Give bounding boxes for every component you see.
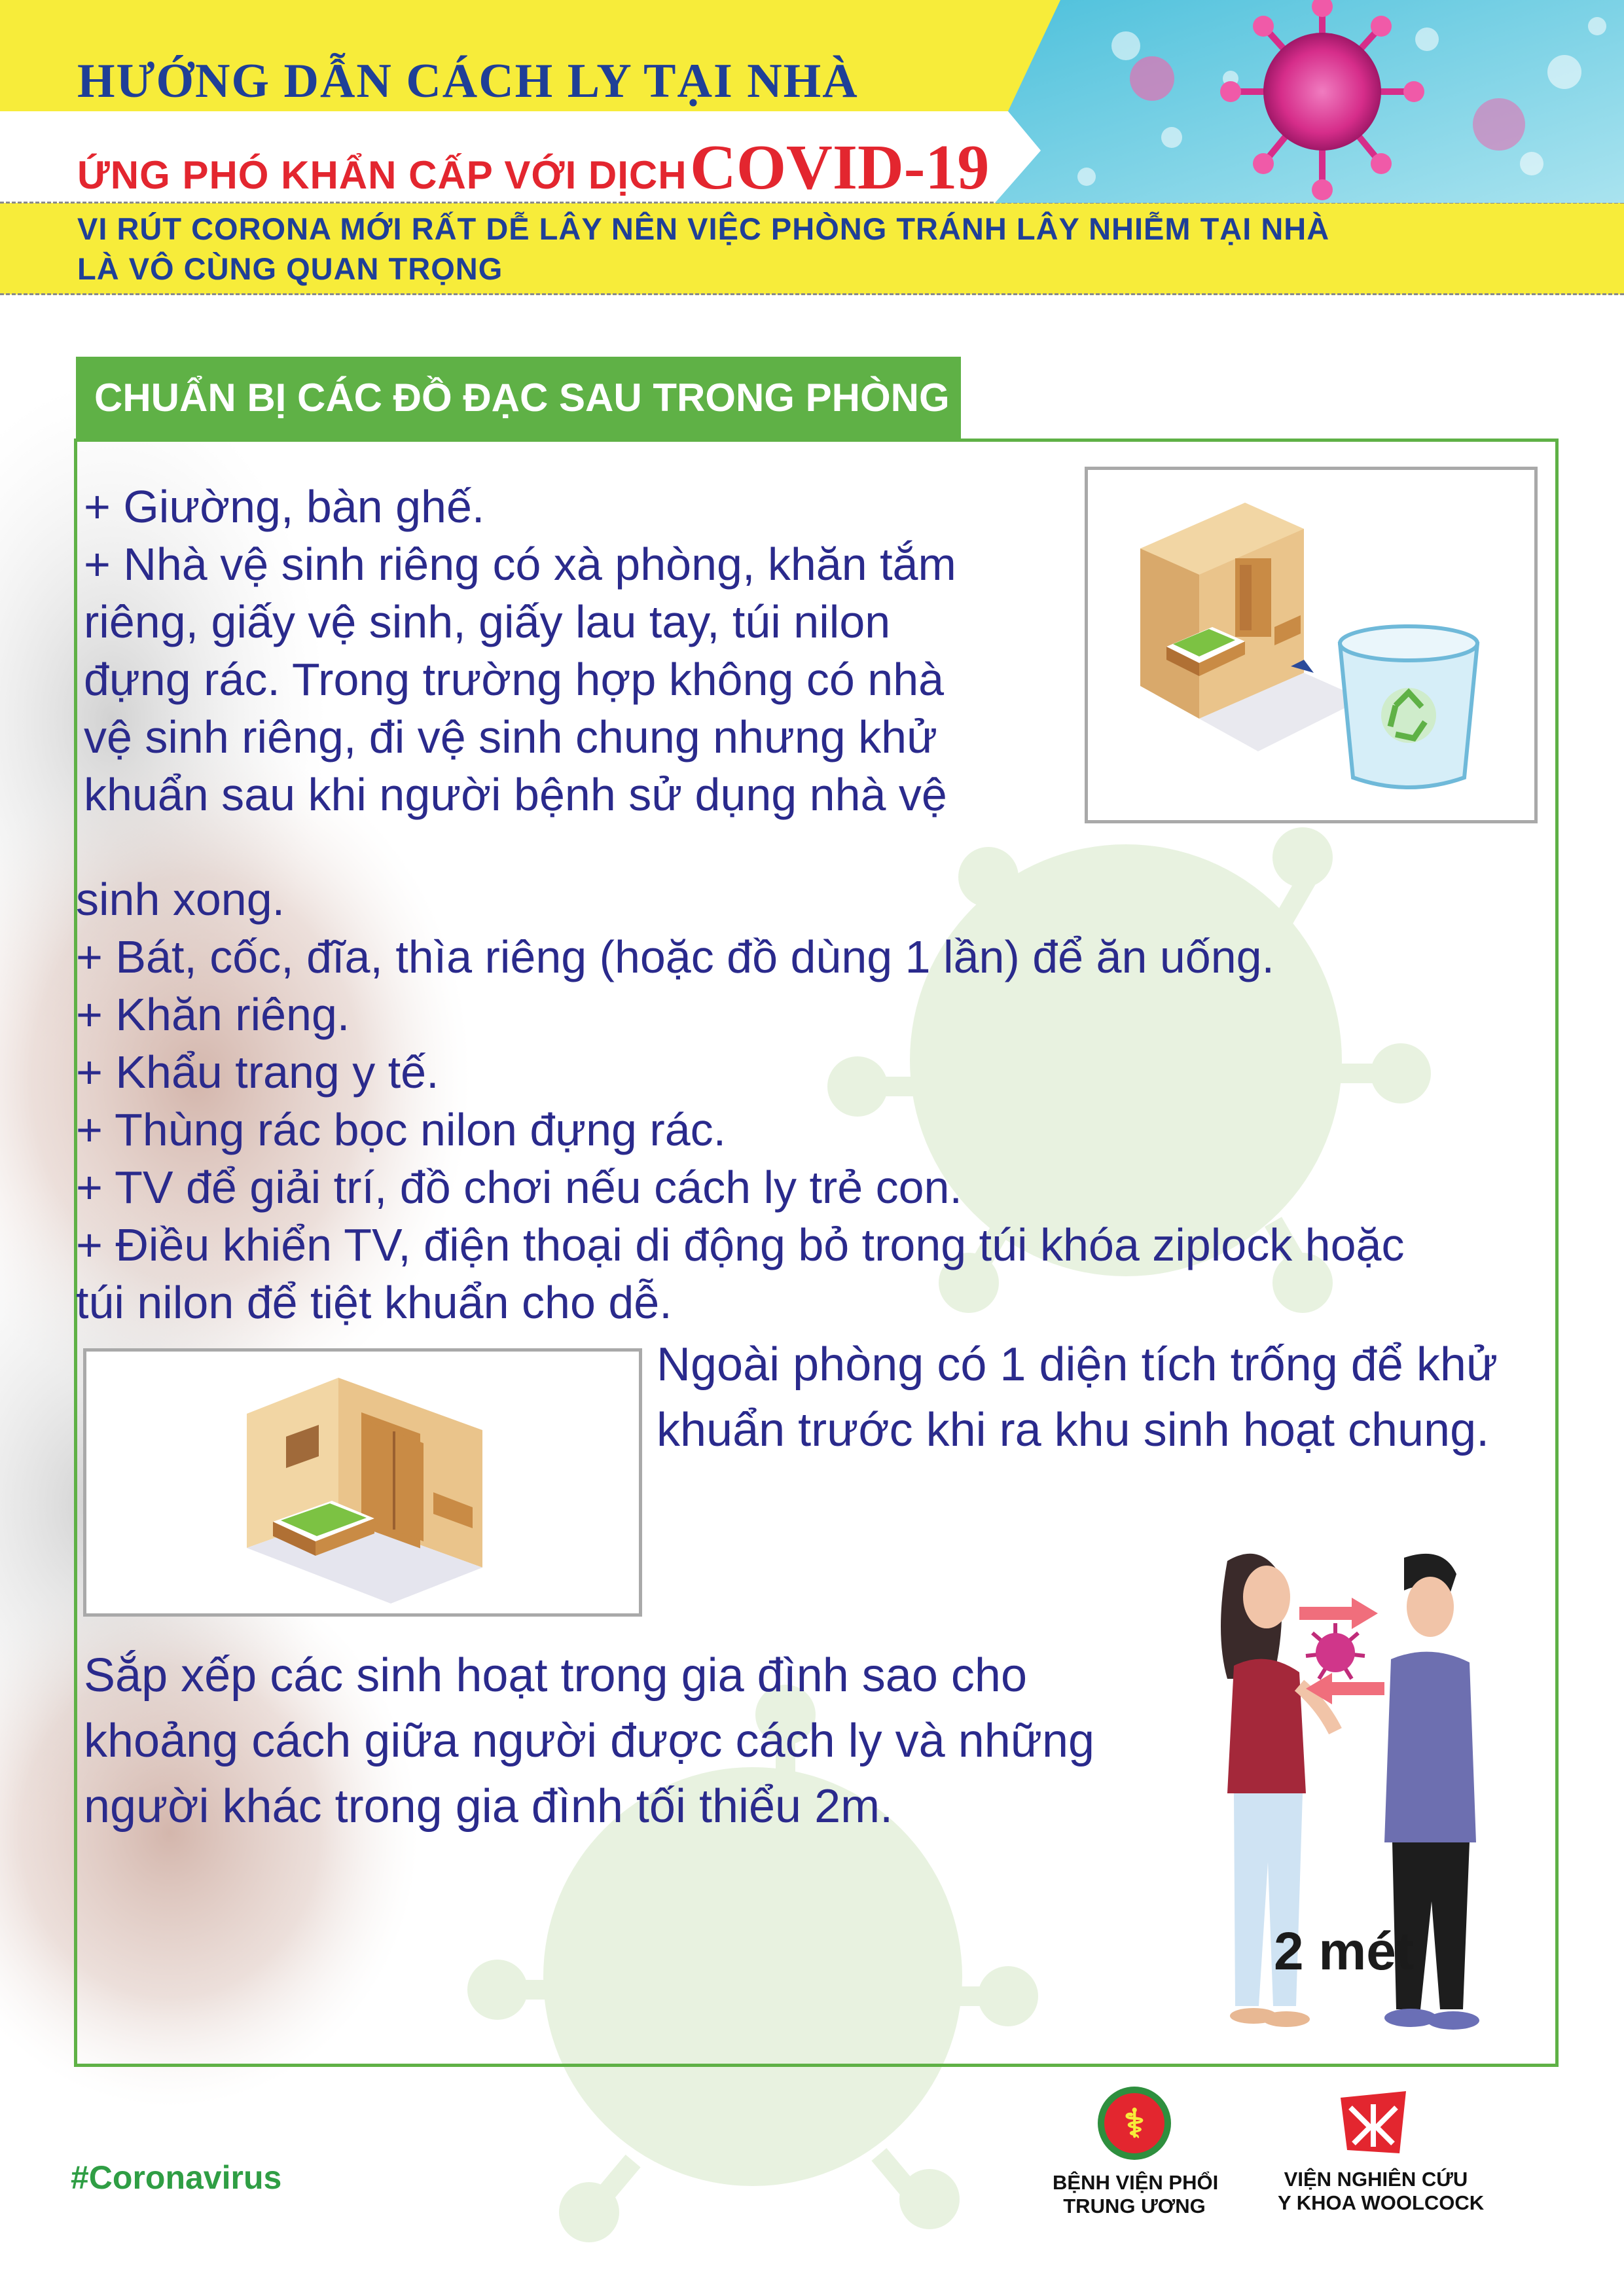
list-item: + Điều khiển TV, điện thoại di động bỏ trong túi khóa ziplock hoặc (76, 1219, 1405, 1270)
supplies-line: + Giường, bàn ghế. (84, 481, 485, 532)
banner-line: VI RÚT CORONA MỚI RẤT DỄ LÂY NÊN VIỆC PHÒNG TRÁNH LÂY NHIỄM TẠI NHÀ (77, 211, 1330, 246)
coronavirus-icon (956, 0, 1624, 203)
bedroom-illustration (83, 1348, 642, 1617)
supplies-list (76, 870, 1549, 1331)
list-item: + Khẩu trang y tế. (76, 1047, 439, 1098)
subtitle-emphasis: COVID-19 (690, 132, 990, 203)
hospital-name-line: BỆNH VIỆN PHỔI (1053, 2171, 1219, 2194)
distance-label: 2 mét (1274, 1922, 1415, 1981)
supplies-line: đựng rác. Trong trường hợp không có nhà (84, 654, 945, 705)
institute-logo (1334, 2088, 1413, 2160)
page-subtitle (77, 131, 989, 204)
hospital-logo (1096, 2085, 1173, 2162)
page-title: HƯỚNG DẪN CÁCH LY TẠI NHÀ (77, 54, 859, 108)
institute-name (1278, 2168, 1485, 2215)
header (0, 0, 1624, 301)
section-heading: CHUẨN BỊ CÁC ĐỒ ĐẠC SAU TRONG PHÒNG (76, 357, 961, 439)
supplies-line: vệ sinh riêng, đi vệ sinh chung nhưng khử (84, 711, 937, 762)
list-item: + Khăn riêng. (76, 989, 350, 1040)
list-item: túi nilon để tiệt khuẩn cho dễ. (76, 1277, 672, 1328)
distance-line: Sắp xếp các sinh hoạt trong gia đình sao cho (84, 1649, 1027, 1702)
hospital-name (1053, 2171, 1219, 2218)
institute-name-line: VIỆN NGHIÊN CỨU (1284, 2168, 1468, 2191)
institute-name-line: Y KHOA WOOLCOCK (1278, 2191, 1485, 2214)
list-item: sinh xong. (76, 874, 285, 925)
distance-line: khoảng cách giữa người được cách ly và những (84, 1715, 1095, 1767)
supplies-line: + Nhà vệ sinh riêng có xà phòng, khăn tắm (84, 539, 956, 590)
list-item: + Bát, cốc, đĩa, thìa riêng (hoặc đồ dùng 1 lần) để ăn uống. (76, 931, 1275, 982)
supplies-line: riêng, giấy vệ sinh, giấy lau tay, túi nilon (84, 596, 891, 647)
list-item: + Thùng rác bọc nilon đựng rác. (76, 1104, 727, 1155)
svg-text:⚕: ⚕ (1123, 2101, 1146, 2147)
bedroom-wastebin-illustration (1085, 467, 1538, 823)
hashtag: #Coronavirus (71, 2159, 282, 2196)
subtitle-prefix: ỨNG PHÓ KHẨN CẤP VỚI DỊCH (77, 153, 687, 197)
supplies-paragraph (84, 478, 1071, 823)
supplies-line: khuẩn sau khi người bệnh sử dụng nhà vệ (84, 769, 947, 820)
outside-room-line: khuẩn trước khi ra khu sinh hoạt chung. (657, 1404, 1490, 1456)
outside-room-line: Ngoài phòng có 1 diện tích trống để khử (657, 1338, 1498, 1391)
list-item: + TV để giải trí, đồ chơi nếu cách ly trẻ con. (76, 1162, 962, 1213)
banner-line: LÀ VÔ CÙNG QUAN TRỌNG (77, 251, 503, 286)
distance-line: người khác trong gia đình tối thiểu 2m. (84, 1780, 893, 1833)
hospital-name-line: TRUNG ƯƠNG (1063, 2195, 1206, 2217)
divider (0, 293, 1624, 295)
